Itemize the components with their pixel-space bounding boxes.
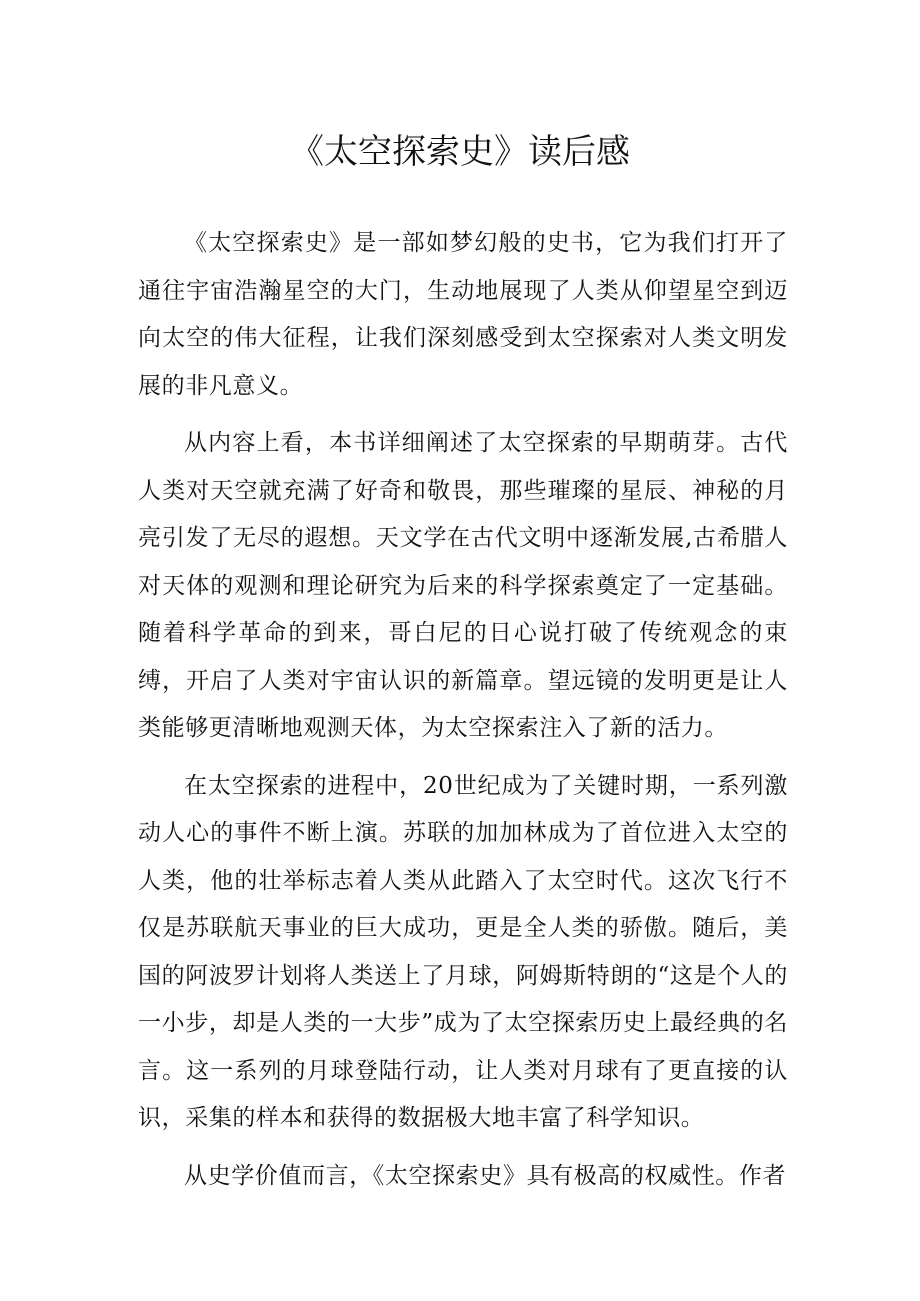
paragraph-2: 从内容上看，本书详细阐述了太空探索的早期萌芽。古代人类对天空就充满了好奇和敬畏，那些璀璨的星辰、神秘的月亮引发了无尽的遐想。天文学在古代文明中逐渐发展,古希腊人对天体的观测和理论研究为后来的科学探索奠定了一定基础。随着科学革命的到来，哥白尼的日心说打破了传统观念的束缚，开启了人类对宇宙认识的新篇章。望远镜的发明更是让人类能够更清晰地观测天体，为太空探索注入了新的活力。 (138, 430, 788, 741)
paragraph-3: 在太空探索的进程中，20世纪成为了关键时期，一系列激动人心的事件不断上演。苏联的加加林成为了首位进入太空的人类，他的壮举标志着人类从此踏入了太空时代。这次飞行不仅是苏联航天事业的巨大成功，更是全人类的骄傲。随后，美国的阿波罗计划将人类送上了月球，阿姆斯特朗的“这是个人的一小步，却是人类的一大步”成为了太空探索历史上最经典的名言。这一系列的月球登陆行动，让人类对月球有了更直接的认识，采集的样本和获得的数据极大地丰富了科学知识。 (138, 772, 788, 1131)
paragraph-1: 《太空探索史》是一部如梦幻般的史书，它为我们打开了通往宇宙浩瀚星空的大门，生动地展现了人类从仰望星空到迈向太空的伟大征程，让我们深刻感受到太空探索对人类文明发展的非凡意义。 (138, 230, 788, 399)
paragraph-4: 从史学价值而言，《太空探索史》具有极高的权威性。作者 (184, 1162, 787, 1189)
document-title: 《太空探索史》读后感 (290, 132, 630, 172)
document-body (138, 220, 788, 1200)
